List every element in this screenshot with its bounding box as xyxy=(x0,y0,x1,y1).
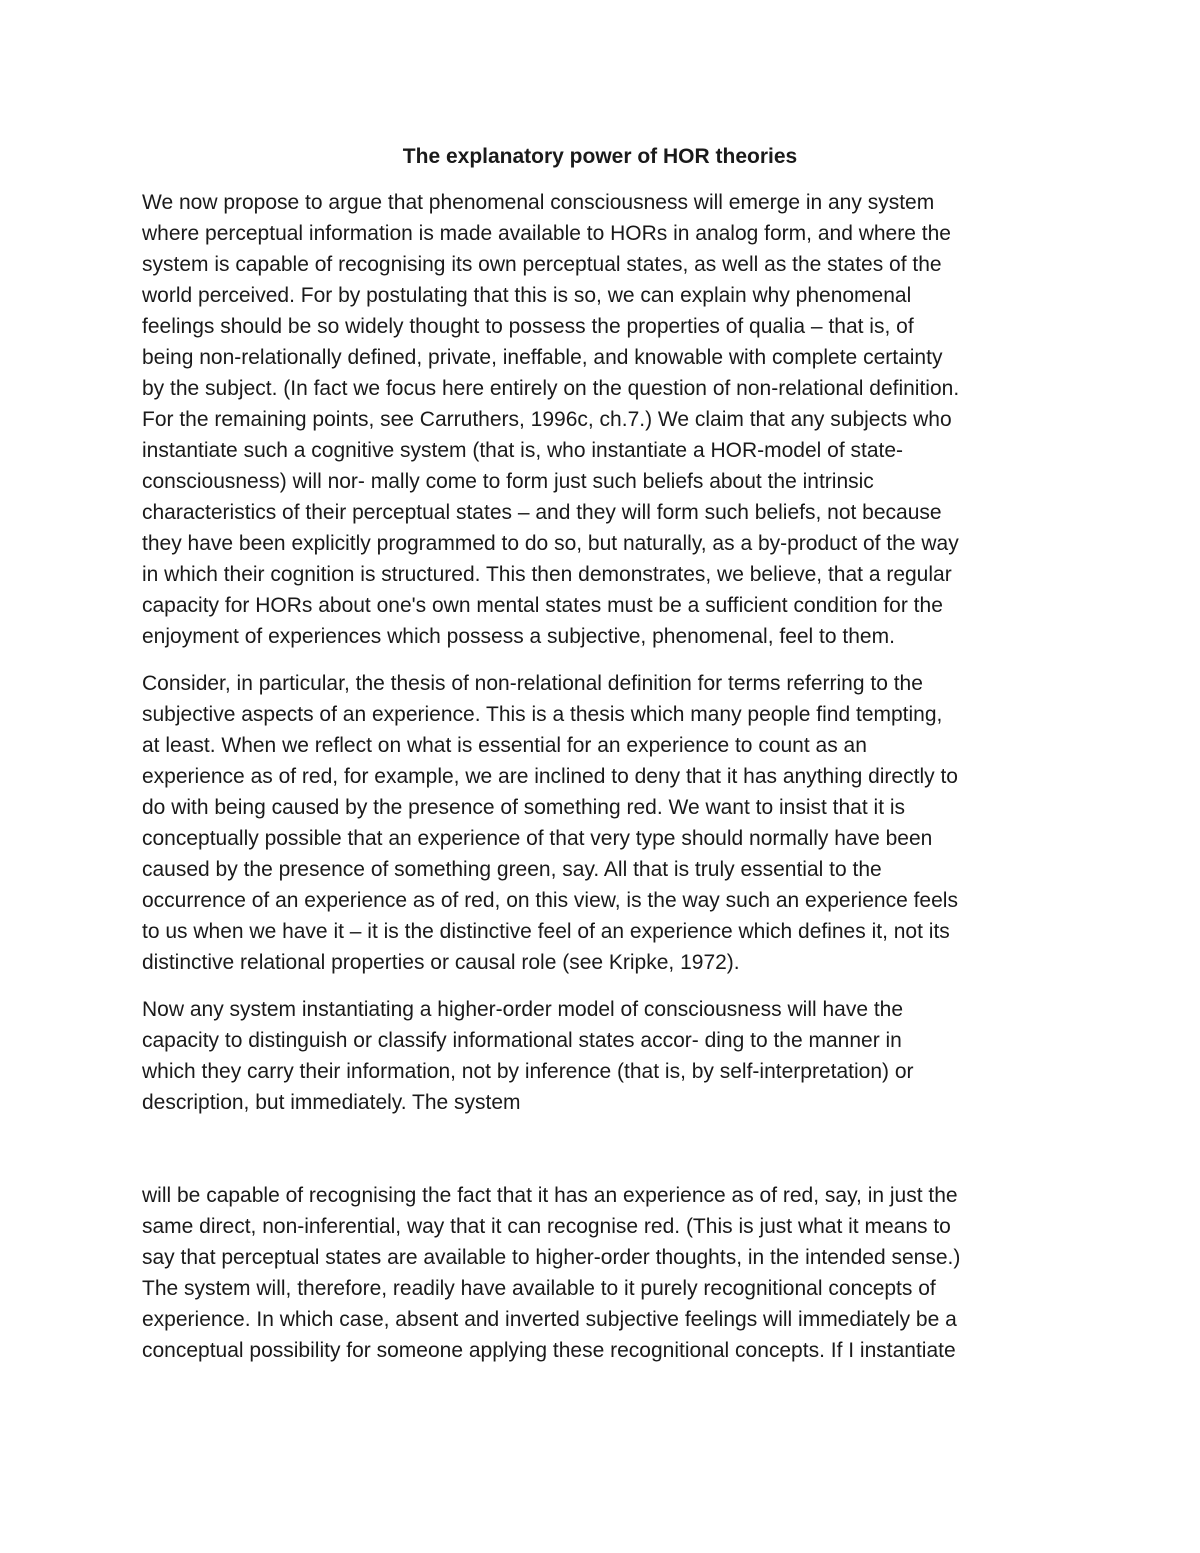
text-line: system is capable of recognising its own perceptual states, as well as the states of the xyxy=(142,253,942,276)
text-line: capacity to distinguish or classify informational states accor- ding to the manner in xyxy=(142,1029,902,1052)
paragraph-3 xyxy=(142,994,1082,1118)
text-line: experience. In which case, absent and inverted subjective feelings will immediately be a xyxy=(142,1308,957,1331)
text-line: world perceived. For by postulating that this is so, we can explain why phenomenal xyxy=(142,284,912,307)
text-line: Consider, in particular, the thesis of non-relational definition for terms referring to the xyxy=(142,672,923,695)
text-line: The system will, therefore, readily have available to it purely recognitional concepts of xyxy=(142,1277,936,1300)
text-line: experience as of red, for example, we are inclined to deny that it has anything directly to xyxy=(142,765,958,788)
text-line: feelings should be so widely thought to possess the properties of qualia – that is, of xyxy=(142,315,914,338)
text-line: they have been explicitly programmed to do so, but naturally, as a by-product of the way xyxy=(142,532,959,555)
text-line: conceptually possible that an experience of that very type should normally have been xyxy=(142,827,933,850)
text-line: by the subject. (In fact we focus here entirely on the question of non-relational definition. xyxy=(142,377,960,400)
text-line: do with being caused by the presence of something red. We want to insist that it is xyxy=(142,796,906,819)
text-line: characteristics of their perceptual states – and they will form such beliefs, not because xyxy=(142,501,942,524)
text-line: same direct, non-inferential, way that it can recognise red. (This is just what it means to xyxy=(142,1215,951,1238)
text-line: distinctive relational properties or causal role (see Kripke, 1972). xyxy=(142,951,740,974)
text-line: description, but immediately. The system xyxy=(142,1091,521,1114)
text-line: at least. When we reflect on what is essential for an experience to count as an xyxy=(142,734,867,757)
text-line: where perceptual information is made available to HORs in analog form, and where the xyxy=(142,222,951,245)
text-line: will be capable of recognising the fact that it has an experience as of red, say, in just the xyxy=(142,1184,958,1207)
text-line: occurrence of an experience as of red, on this view, is the way such an experience feels xyxy=(142,889,958,912)
text-line: Now any system instantiating a higher-order model of consciousness will have the xyxy=(142,998,904,1021)
text-line: being non-relationally defined, private, ineffable, and knowable with complete certainty xyxy=(142,346,943,369)
text-line: For the remaining points, see Carruthers, 1996c, ch.7.) We claim that any subjects who xyxy=(142,408,952,431)
text-line: subjective aspects of an experience. This is a thesis which many people find tempting, xyxy=(142,703,943,726)
text-line: We now propose to argue that phenomenal consciousness will emerge in any system xyxy=(142,191,935,214)
page-title: The explanatory power of HOR theories xyxy=(402,145,798,168)
text-line: conceptual possibility for someone applying these recognitional concepts. If I instantiate xyxy=(142,1339,956,1362)
paragraph-4 xyxy=(142,1180,1082,1366)
text-line: which they carry their information, not by inference (that is, by self-interpretation) or xyxy=(142,1060,914,1083)
text-line: caused by the presence of something green, say. All that is truly essential to the xyxy=(142,858,882,881)
paragraph-2 xyxy=(142,668,1082,978)
text-line: enjoyment of experiences which possess a subjective, phenomenal, feel to them. xyxy=(142,625,895,648)
text-line: consciousness) will nor- mally come to form just such beliefs about the intrinsic xyxy=(142,470,874,493)
paragraph-1 xyxy=(142,187,1082,652)
text-line: instantiate such a cognitive system (that is, who instantiate a HOR-model of state- xyxy=(142,439,904,462)
text-line: in which their cognition is structured. This then demonstrates, we believe, that a regular xyxy=(142,563,952,586)
text-line: to us when we have it – it is the distinctive feel of an experience which defines it, not its xyxy=(142,920,950,943)
text-line: capacity for HORs about one's own mental states must be a sufficient condition for the xyxy=(142,594,943,617)
text-line: say that perceptual states are available to higher-order thoughts, in the intended sense.) xyxy=(142,1246,961,1269)
